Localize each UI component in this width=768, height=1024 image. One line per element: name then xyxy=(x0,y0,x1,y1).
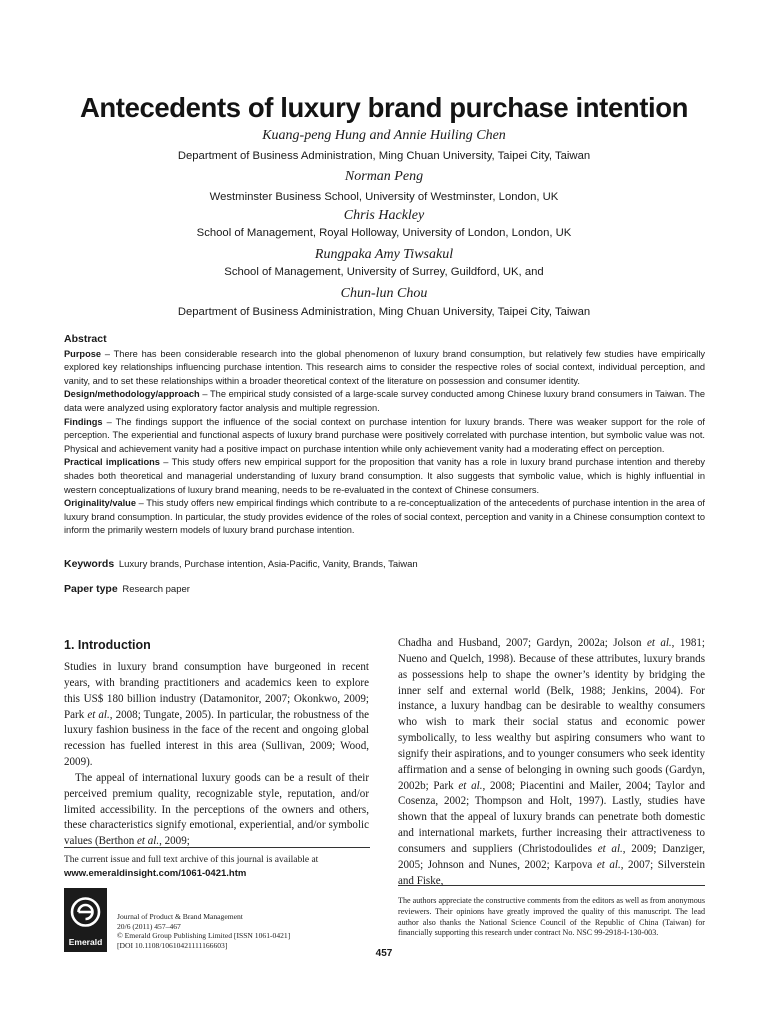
archive-note-text: The current issue and full text archive of this journal is available at xyxy=(64,855,319,865)
author-names: Chun-lun Chou xyxy=(340,286,428,301)
paper-type-label: Paper type xyxy=(64,583,118,595)
author-affiliation: School of Management, University of Surrey, Guildford, UK, and xyxy=(224,266,544,278)
abstract-text: – There has been considerable research into the global phenomenon of luxury brand consumption, but relatively few studies have empirically explored key relationships influencing purchase intention. This research aims to consider the respective roles of social context, individual perception, and vanity, and to set these relationships within a broader theoretical context of the literature on possession and consumer identity. xyxy=(64,348,705,386)
journal-url-link[interactable]: www.emeraldinsight.com/1061-0421.htm xyxy=(64,868,247,879)
paragraph xyxy=(64,660,369,771)
abstract-originality xyxy=(64,497,705,538)
keywords-label: Keywords xyxy=(64,558,115,570)
text-run: , 2007; Silverstein and Fiske, xyxy=(398,858,705,887)
journal-name: Journal of Product & Brand Management xyxy=(117,912,243,921)
abstract-text: – This study offers new empirical support for the proposition that vanity has a role in luxury brand purchase intention and thereby shades both theoretical and managerial understanding of luxury brand consumption. It also suggests that symbolic value, which is highly influential in western conceptualizations of luxury brand meaning, needs to be re-evaluated in the context of Chinese consumers. xyxy=(64,457,705,495)
left-column-text xyxy=(64,660,369,850)
text-run: et al. xyxy=(458,779,483,792)
journal-doi: [DOI 10.1108/10610421111166603] xyxy=(117,940,228,950)
emerald-logo xyxy=(64,888,107,952)
text-run: et al. xyxy=(596,858,621,871)
abstract-heading: Abstract xyxy=(64,333,107,345)
author-affiliation: Department of Business Administration, Ming Chuan University, Taipei City, Taiwan xyxy=(177,150,591,162)
text-run: et al. xyxy=(646,637,672,649)
author-affiliation: School of Management, Royal Holloway, University of London, London, UK xyxy=(196,227,572,239)
text-run: , 1981; Nueno and Quelch, 1998). Because of these attributes, luxury brands as possessions help to shape the owner’s identity by bridging the inner self and external world (Belk, 1988; Jenkins, 2004). For instance, a luxury handbag can be desirable to wealthy consumers who wish to mark their social status and economic power symbolically, to less wealthy but aspiring consumers who want to signify their aspirations, and to younger consumers who seek identity affirmation and a sense of belonging in owning such goods (Gardyn, 2002b; Park xyxy=(398,637,706,792)
right-column-text xyxy=(398,636,705,890)
abstract-implications xyxy=(64,456,705,497)
paper-title: Antecedents of luxury brand purchase intention xyxy=(79,92,689,123)
author-names: Rungpaka Amy Tiwsakul xyxy=(314,247,454,262)
keywords xyxy=(64,558,418,570)
text-run: et al. xyxy=(137,835,160,848)
text-run: , 2009; Danziger, 2005; Johnson and Nunes, 2002; Karpova xyxy=(398,842,706,871)
author-names: Chris Hackley xyxy=(343,208,425,223)
paragraph xyxy=(64,771,369,850)
text-run: , 2009; xyxy=(159,835,190,848)
journal-copyright: © Emerald Group Publishing Limited [ISSN 1061-0421] xyxy=(117,931,291,941)
paper-type-text: Research paper xyxy=(122,584,190,595)
abstract-label: Practical implications xyxy=(64,457,160,468)
abstract-label: Purpose xyxy=(64,348,102,359)
abstract-text: – The findings support the influence of the social context on purchase intention for luxury brands. There was weaker support for the role of perception. The experiential and functional aspects of luxury brand purchase were positively correlated with purchase intention, but symbolic value was not. Physical and achievement vanity had a positive impact on purchase intention while only achievement vanity had a moderating effect on perception. xyxy=(64,416,705,454)
abstract-label: Originality/value xyxy=(64,498,136,509)
abstract-findings xyxy=(64,416,705,457)
author-affiliation: Department of Business Administration, Ming Chuan University, Taipei City, Taiwan xyxy=(177,306,591,318)
publisher-name: Emerald xyxy=(68,937,103,947)
text-run: The appeal of international luxury goods can be a result of their perceived premium quality, recognizable style, reputation, and/or limited accessibility. In the perceptions of the owners and others, these characteristics signify emotional, experiential, and/or symbolic values (Berthon xyxy=(64,771,369,848)
text-run: Chadha and Husband, 2007; Gardyn, 2002a; Jolson xyxy=(398,637,647,649)
abstract-purpose xyxy=(64,348,705,389)
text-run: Studies in luxury brand consumption have burgeoned in recent years, with branding practitioners and academics keen to explore this US$ 180 billion industry (Datamonitor, 2007; Okonkwo, 2009; Park xyxy=(64,661,369,721)
abstract-design xyxy=(64,388,705,415)
paragraph xyxy=(398,636,705,890)
paper-type xyxy=(64,583,190,595)
author-affiliation: Westminster Business School, University of Westminster, London, UK xyxy=(209,191,559,203)
abstract-text: – The empirical study consisted of a large-scale survey conducted among Chinese luxury brand consumers in Taiwan. The data were analyzed using exploratory factor analysis and multiple regression. xyxy=(64,389,705,413)
footnote-divider xyxy=(64,847,370,848)
archive-note xyxy=(64,853,370,881)
page-number: 457 xyxy=(375,948,393,959)
text-run: , 2008; Tungate, 2005). In particular, the robustness of the luxury fashion business in the face of the recent and ongoing global recession has fuelled interest in this area (Sullivan, 2009; Wood, 2009). xyxy=(64,708,370,769)
acknowledgement-note: The authors appreciate the constructive comments from the editors as well as from anonymous reviewers. Their opinions have greatly improved the quality of this manuscript. The lead author also thanks the National Science Council of the Republic of China (Taiwan) for financially supporting this research under contract No. NSC 99-2918-I-130-003. xyxy=(398,896,705,938)
author-names: Norman Peng xyxy=(344,169,424,184)
abstract-label: Design/methodology/approach xyxy=(64,389,200,400)
text-run: et al. xyxy=(87,708,110,721)
footnote-divider xyxy=(398,885,705,886)
abstract-text: – This study offers new empirical findings which contribute to a re-conceptualization of the antecedents of purchase intention in the area of luxury brand consumption. In particular, the study provides evidence of the roles of social context, perception and vanity in a Chinese consumption context to inform the primarily western models of luxury brand purchase intention. xyxy=(64,498,705,536)
text-run: , 2008; Piacentini and Mailer, 2004; Taylor and Cosenza, 2002; Thompson and Holt, 1997). Lastly, studies have shown that the appeal of luxury brands can penetrate both domestic and international markets, further increasing their attractiveness to consumers and suppliers (Christodoulides xyxy=(398,779,705,855)
journal-volume: 20/6 (2011) 457–467 xyxy=(117,921,181,931)
keywords-text: Luxury brands, Purchase intention, Asia-Pacific, Vanity, Brands, Taiwan xyxy=(118,559,418,570)
author-names: Kuang-peng Hung and Annie Huiling Chen xyxy=(262,128,506,143)
journal-info xyxy=(117,912,357,950)
section-heading-introduction: 1. Introduction xyxy=(64,638,151,652)
abstract-label: Findings xyxy=(64,416,103,427)
text-run: et al. xyxy=(597,842,623,855)
abstract xyxy=(64,333,705,538)
